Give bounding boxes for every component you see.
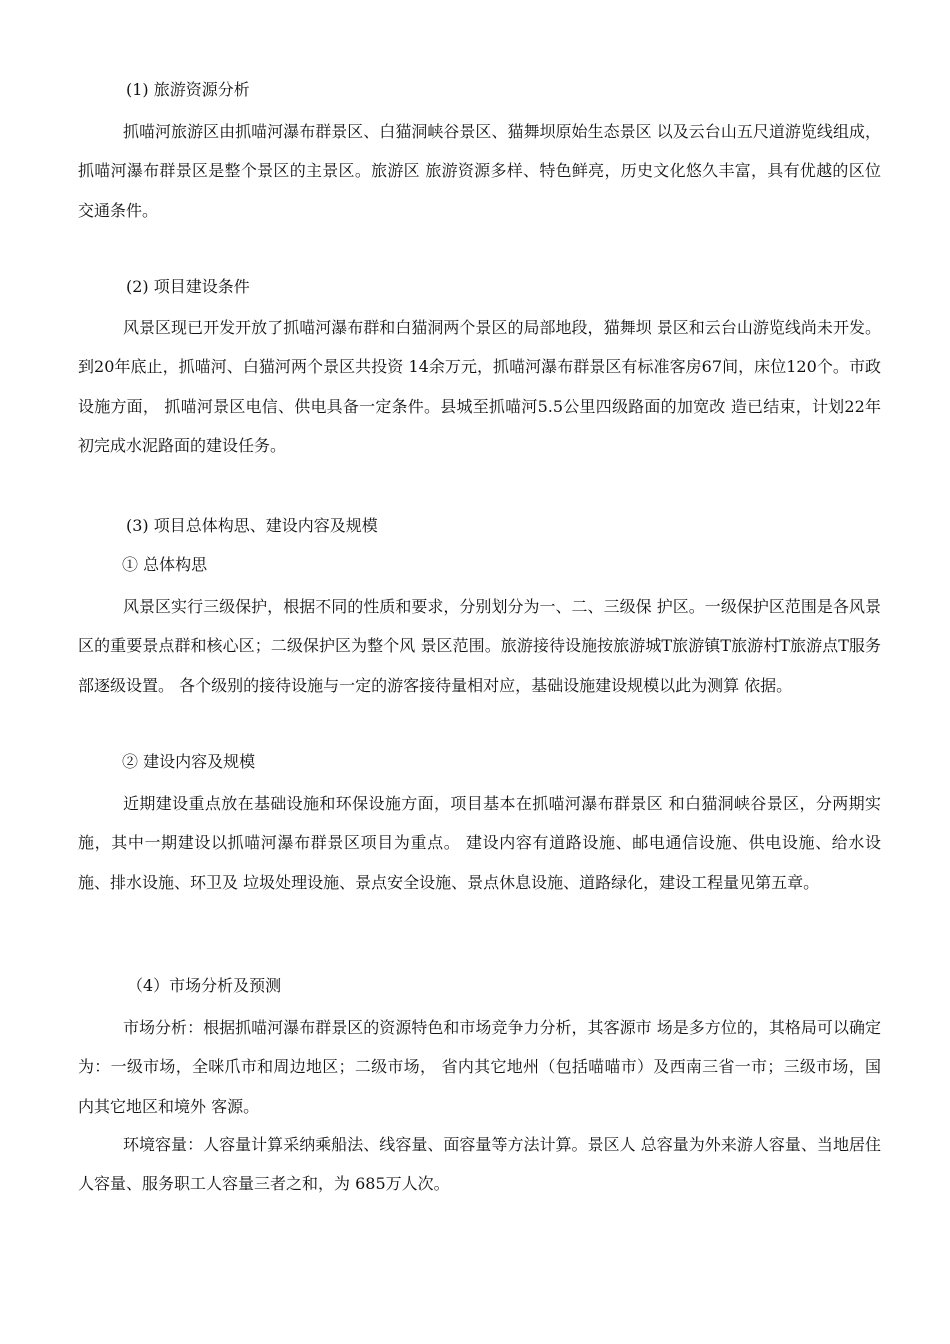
section-4-heading: （4）市场分析及预测 bbox=[127, 976, 282, 995]
section-1-heading: (1) 旅游资源分析 bbox=[126, 80, 250, 99]
section-3-heading: (3) 项目总体构思、建设内容及规模 bbox=[126, 516, 378, 535]
section-2-paragraph: 风景区现已开发开放了抓喵河瀑布群和白猫洞两个景区的局部地段，猫舞坝 景区和云台山游览线尚未开发。到20年底止，抓喵河、白猫河两个景区共投资 14余万元，抓喵河瀑布群景区有标准客房67间，床位120个。市政设施方面， 抓喵河景区电信、供电具备一定条件。县城至抓喵河5.5公里四级路面的加宽改 造已结束，计划22年初完成水泥路面的建设任务。 bbox=[78, 318, 881, 456]
section-2-heading: (2) 项目建设条件 bbox=[126, 277, 250, 296]
section-4-paragraph-environmental-capacity: 环境容量：人容量计算采纳乘船法、线容量、面容量等方法计算。景区人 总容量为外来游人容量、当地居住人容量、服务职工人容量三者之和，为 685万人次。 bbox=[78, 1135, 881, 1194]
section-3-paragraph-overall-concept: 风景区实行三级保护，根据不同的性质和要求，分别划分为一、二、三级保 护区。一级保护区范围是各风景区的重要景点群和核心区；二级保护区为整个风 景区范围。旅游接待设施按旅游城T旅游镇T旅游村T旅游点T服务部逐级设置。 各个级别的接待设施与一定的游客接待量相对应，基础设施建设规模以此为测算 依据。 bbox=[78, 597, 881, 695]
section-3-paragraph-construction: 近期建设重点放在基础设施和环保设施方面，项目基本在抓喵河瀑布群景区 和白猫洞峡谷景区，分两期实施，其中一期建设以抓喵河瀑布群景区项目为重点。 建设内容有道路设施、邮电通信设施、供电设施、给水设施、排水设施、环卫及 垃圾处理设施、景点安全设施、景点休息设施、道路绿化，建设工程量见第五章。 bbox=[78, 794, 881, 892]
section-1-paragraph: 抓喵河旅游区由抓喵河瀑布群景区、白猫洞峡谷景区、猫舞坝原始生态景区 以及云台山五尺道游览线组成，抓喵河瀑布群景区是整个景区的主景区。旅游区 旅游资源多样、特色鲜亮，历史文化悠久丰富，具有优越的区位交通条件。 bbox=[78, 122, 881, 220]
section-3-subheading-construction: ② 建设内容及规模 bbox=[122, 752, 256, 771]
section-4-paragraph-market-analysis: 市场分析：根据抓喵河瀑布群景区的资源特色和市场竞争力分析，其客源市 场是多方位的，其格局可以确定为：一级市场，全咪爪市和周边地区；二级市场， 省内其它地州（包括喵喵市）及西南三省一市；三级市场，国内其它地区和境外 客源。 bbox=[78, 1018, 881, 1116]
section-3-subheading-overall-concept: ① 总体构思 bbox=[122, 555, 208, 574]
